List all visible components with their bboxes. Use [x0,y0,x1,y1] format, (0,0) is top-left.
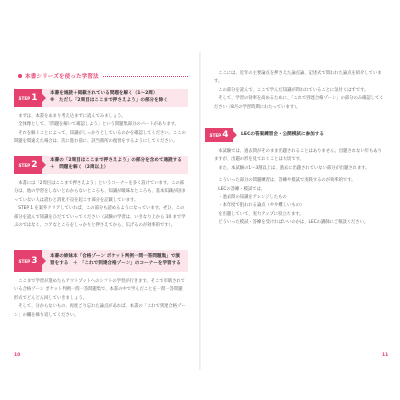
step-number: 4 [222,129,229,140]
dotted-rule [103,76,188,77]
step-4-text [233,130,328,141]
step-2-line-1: 本書の「2周目はここまで押さえよう」の部分を含めて通読する ＋ 問題を解く（2周以上） [50,158,187,170]
right-top-body [214,70,386,112]
paragraph: こういった部分の問題練習は、答練や模試で実践するのが効率的です。 [218,178,356,184]
section-title: 本書シリーズを使った学習法 [25,74,99,80]
step-2-box [14,156,188,174]
step-4-badge [205,128,233,142]
paragraph: 本書には「2周目はここまで押さえよう」というコーナーを多く設けています。この部分は、他の学習をしないとわからないところも、知識が曖昧なところも、基本知識が固まっていない人は読むと消化不良を起こす部分を記載しています。 [14,181,186,203]
step-4-box [205,128,379,142]
page-number-right: 11 [382,353,389,358]
paragraph: まずは、本書をあまり考え込まずに読んでみましょう。 [18,114,126,119]
paragraph: ここまで学習が進めたらアウトプットへのシフトの学習が行きます。そこで市販されている合格ゾーン ポケット判例一問一答問題集で、本書の中で学んだことを一問一答問題形式でどんどん回していきましょう。 [14,279,186,301]
step-label: STEP [18,95,31,101]
step-4-line-1: LECの答案練習会・公開模試に参加する [241,131,324,137]
step-2-body [14,180,186,230]
bullet-dot-icon [18,74,22,78]
step-3-line-1: 本書の姉妹本「合格ゾーン ポケット判例一問一答問題集」で演習をする ＋ 「これで到達合格ゾーン」のコーナーを学習する [50,254,181,266]
paragraph: どういった模試・答練を受ければいいのかは、LECの講師にご相談ください。 [218,220,369,226]
section-heading [18,71,188,81]
step-1-line-1: 本書を通読＋掲載されている問題を解く（1～2周） [50,91,158,97]
paragraph: 本試験では、過去問がそのまま出題されることはありません。出題されない年もありますが、出題の形を見ておくことは大切です。 [214,149,382,163]
paragraph: STEP 1 を案外クリアしていれば、この部分も読めるようになっています。ぜひ、この部分を読んで知識をひだてていってください（試験の学習は、いきなり上から 10 まで学ぶのではなく、コアなところをしっかりと押さえてから、広げるのが効率的です）。 [14,206,186,229]
right-bottom-body [214,148,386,228]
step-2-text [42,156,188,174]
left-page [0,52,199,370]
step-number: 1 [31,92,38,103]
paragraph: この部分を読んで、ここで学んだ知識が問われていることに気付くはずです。 [218,87,369,93]
list-item: ・過去問の知識をアレンジしたもの [218,195,287,201]
paragraph: また、本試験の1～3割以上は、過去に出題されていない部分が出題されます。 [218,165,370,171]
step-3-box [14,250,188,272]
paragraph: それを解くことによって、知識がしっかりとしているのかを確認してください。ここの問題を間違えた場合は、次に進む前に、該当箇所の復習をするようにしてください。 [14,130,186,145]
step-3-text [42,250,188,272]
paragraph: 全体像として、「問題を解いて確認しよう」という問題集部分のパートがあります。 [18,122,179,128]
step-3-body [14,278,186,320]
paragraph: LECの答練・模試では、 [218,186,266,192]
step-label: STEP [18,162,31,168]
page-number-left: 10 [14,353,21,358]
book-spread [0,52,400,370]
step-2-badge [14,156,42,174]
paragraph: を出題していて、実力アップに役立ちます。 [218,211,304,217]
step-1-body [14,113,186,147]
step-number: 3 [31,255,38,266]
step-1-box [14,89,188,107]
step-label: STEP [209,132,222,138]
paragraph: そして、学習の効率を高めるために、「これで到達合格ゾーン」の部分のみ確認してください（8月の学習時期にわたっています）。 [214,96,384,110]
step-number: 2 [31,159,38,170]
paragraph: そして、分からないもの、再度ごり忘れた論点があれば、本書の「これで到達合格ゾーン」の欄を繰り返してください。 [14,304,186,318]
step-label: STEP [18,258,31,264]
step-1-text [42,89,172,107]
step-3-badge [14,250,42,272]
list-item: ・本年度で狙われる論点（やや難しいもの） [218,203,305,209]
step-1-badge [14,89,42,107]
step-1-line-2: ※ ただし「2周目はここまで押さえよう」の部分を除く [50,98,168,103]
paragraph: ここには、近年の主要論点を押さえた論点論、記述式で問われた論点を紹介しています。 [214,71,382,85]
